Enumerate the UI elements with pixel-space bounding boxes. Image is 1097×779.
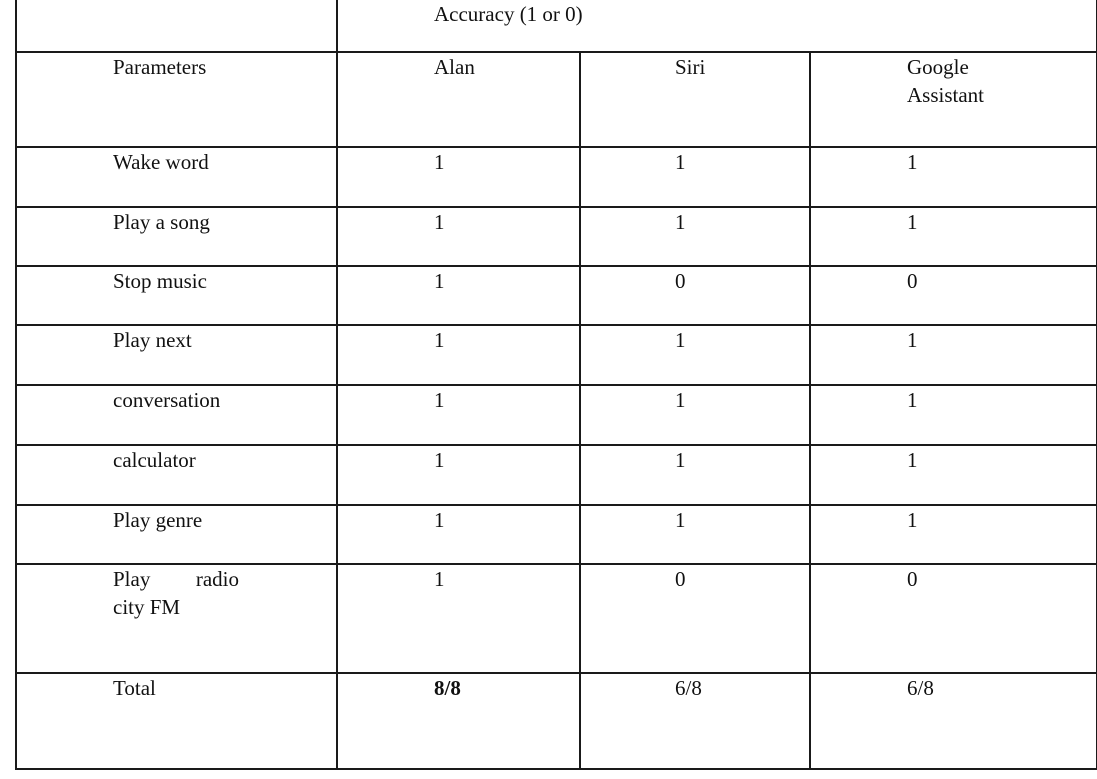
header-siri-text: Siri	[675, 55, 706, 79]
total-alan-value: 8/8	[434, 676, 461, 700]
total-alan-cell	[337, 673, 580, 769]
alan-value: 1	[434, 567, 445, 591]
google-value: 1	[907, 508, 918, 532]
parameter-word-radio: radio	[195, 567, 239, 591]
parameter-text: Wake word	[113, 150, 209, 174]
siri-cell	[580, 564, 810, 673]
alan-value: 1	[434, 388, 445, 412]
header-google-line-2: Assistant	[907, 83, 985, 107]
parameter-cell	[16, 207, 337, 266]
siri-value: 1	[675, 328, 686, 352]
parameter-text: calculator	[113, 448, 196, 472]
table-row	[16, 266, 1097, 325]
total-siri-value: 6/8	[675, 676, 702, 700]
alan-value: 1	[434, 448, 445, 472]
siri-cell	[580, 266, 810, 325]
header-alan-text: Alan	[434, 55, 475, 79]
siri-value: 1	[675, 388, 686, 412]
header-google-assistant	[810, 52, 1097, 147]
column-header-row	[16, 52, 1097, 147]
empty-corner-cell	[16, 0, 337, 52]
table-row	[16, 325, 1097, 385]
header-parameters	[16, 52, 337, 147]
group-header-row	[16, 0, 1097, 52]
table-row	[16, 564, 1097, 673]
total-row	[16, 673, 1097, 769]
google-cell	[810, 385, 1097, 445]
siri-value: 1	[675, 210, 686, 234]
google-value: 1	[907, 150, 918, 174]
accuracy-group-header-text: Accuracy (1 or 0)	[434, 2, 583, 26]
alan-cell	[337, 564, 580, 673]
parameter-text: conversation	[113, 388, 221, 412]
table-row	[16, 445, 1097, 505]
accuracy-table	[15, 0, 1097, 770]
parameter-text: Play next	[113, 328, 192, 352]
google-value: 0	[907, 567, 918, 591]
header-google-line-1: Google	[907, 55, 969, 79]
parameter-cell	[16, 266, 337, 325]
google-value: 1	[907, 388, 918, 412]
alan-value: 1	[434, 508, 445, 532]
siri-cell	[580, 147, 810, 207]
parameter-text	[113, 565, 241, 621]
siri-value: 1	[675, 508, 686, 532]
siri-cell	[580, 207, 810, 266]
alan-cell	[337, 147, 580, 207]
google-value: 1	[907, 448, 918, 472]
table-row	[16, 385, 1097, 445]
alan-value: 1	[434, 269, 445, 293]
table-row	[16, 505, 1097, 564]
parameter-word-city-fm: city FM	[113, 595, 181, 619]
google-cell	[810, 505, 1097, 564]
accuracy-group-header	[337, 0, 1097, 52]
parameter-text: Play a song	[113, 210, 210, 234]
alan-value: 1	[434, 150, 445, 174]
header-siri	[580, 52, 810, 147]
total-label: Total	[113, 676, 156, 700]
total-google-value: 6/8	[907, 676, 934, 700]
siri-cell	[580, 385, 810, 445]
google-value: 0	[907, 269, 918, 293]
parameter-cell	[16, 385, 337, 445]
alan-cell	[337, 325, 580, 385]
google-cell	[810, 207, 1097, 266]
parameter-cell	[16, 445, 337, 505]
alan-value: 1	[434, 210, 445, 234]
google-cell	[810, 266, 1097, 325]
siri-value: 1	[675, 448, 686, 472]
siri-value: 0	[675, 269, 686, 293]
google-cell	[810, 147, 1097, 207]
siri-value: 0	[675, 567, 686, 591]
parameter-text: Stop music	[113, 269, 207, 293]
alan-cell	[337, 445, 580, 505]
total-siri-cell	[580, 673, 810, 769]
siri-cell	[580, 325, 810, 385]
parameter-word-play: Play	[113, 567, 151, 591]
siri-value: 1	[675, 150, 686, 174]
total-google-cell	[810, 673, 1097, 769]
google-cell	[810, 564, 1097, 673]
google-value: 1	[907, 328, 918, 352]
siri-cell	[580, 505, 810, 564]
alan-cell	[337, 207, 580, 266]
table-row	[16, 207, 1097, 266]
alan-cell	[337, 266, 580, 325]
parameter-cell	[16, 505, 337, 564]
google-value: 1	[907, 210, 918, 234]
alan-value: 1	[434, 328, 445, 352]
parameter-cell	[16, 147, 337, 207]
header-alan	[337, 52, 580, 147]
google-cell	[810, 445, 1097, 505]
table-row	[16, 147, 1097, 207]
alan-cell	[337, 505, 580, 564]
parameter-cell	[16, 325, 337, 385]
parameter-cell	[16, 564, 337, 673]
parameter-text: Play genre	[113, 508, 203, 532]
alan-cell	[337, 385, 580, 445]
google-cell	[810, 325, 1097, 385]
header-parameters-text: Parameters	[113, 55, 207, 79]
siri-cell	[580, 445, 810, 505]
total-label-cell	[16, 673, 337, 769]
